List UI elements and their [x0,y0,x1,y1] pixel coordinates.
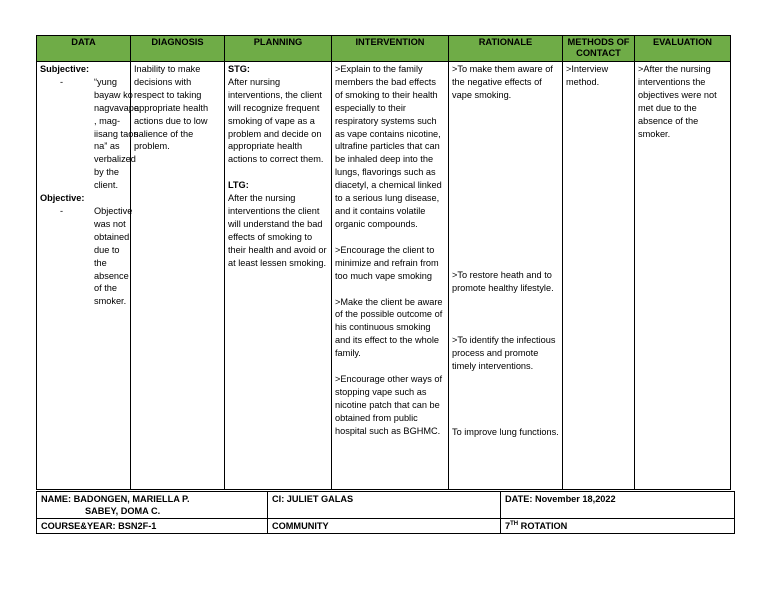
rotation-suffix: TH [510,520,519,527]
data-cell [37,62,139,490]
stg-text: After nursing interventions, the client will recognize frequent smoking of vape as a problem and decide on appropriate health actions to correct them. [228,76,324,165]
header-methods-of-contact: METHODS OF CONTACT [563,36,635,62]
header-rationale: RATIONALE [449,36,563,62]
ltg-label: LTG: [228,180,249,191]
footer-table [36,491,735,534]
planning-cell [225,62,332,490]
area-cell: COMMUNITY [268,519,501,534]
rationale-item: >To make them aware of the negative effects of vape smoking. [452,64,553,100]
footer-row-1 [37,492,735,519]
course-year-cell: COURSE&YEAR: BSN2F-1 [37,519,268,534]
header-planning: PLANNING [225,36,332,62]
header-row [37,36,731,62]
ltg-text: After the nursing interventions the client will understand the bad effects of smoking to their health and avoid or at least lessen smoking. [228,193,327,268]
intervention-item: >Explain to the family members the bad effects of smoking to their health especially to their respiratory systems such as vape contains nicotine, ultrafine particles that can be inhaled deep into the lungs, flavorings such as diacetyl, a chemical linked to a serious lung disease, and it contains volatile organic compounds. [335,64,442,229]
methods-text: >Interview method. [566,64,609,87]
rationale-item: >To restore heath and to promote healthy lifestyle. [452,270,554,293]
subjective-entry [40,76,139,192]
header-data: DATA [37,36,131,62]
clinical-instructor: CI: JULIET GALAS [268,492,501,519]
rationale-item: To improve lung functions. [452,427,559,437]
header-diagnosis: DIAGNOSIS [131,36,225,62]
stg-label: STG: [228,64,250,74]
nursing-care-plan-table [36,35,731,490]
intervention-item: >Encourage other ways of stopping vape such as nicotine patch that can be obtained from public hospital such as BGHMC. [335,374,442,436]
care-plan-row [37,62,731,490]
subjective-text: “yung bayaw ko nagvavape , mag-iisang taon na” as verbalized by the client. [94,76,139,191]
rationale-item: >To identify the infectious process and promote timely interventions. [452,335,556,371]
intervention-cell [332,62,449,490]
objective-entry [40,205,133,308]
intervention-item: >Make the client be aware of the possible outcome of his continuous smoking and its effect to the whole family. [335,296,443,359]
diagnosis-cell [131,62,225,490]
objective-text: Objective was not obtained due to the absence of the smoker. [94,205,133,307]
objective-dash: - [60,205,64,216]
subjective-label: Subjective: [40,64,90,74]
footer-row-2 [37,519,735,534]
header-intervention: INTERVENTION [332,36,449,62]
objective-label: Objective: [40,193,85,204]
student-name-1: NAME: BADONGEN, MARIELLA P. [41,494,190,504]
rotation-number: 7 [505,521,511,531]
subjective-dash: - [60,76,64,87]
intervention-item: >Encourage the client to minimize and refrain from too much vape smoking [335,244,439,281]
evaluation-text: >After the nursing interventions the objectives were not met due to the absence of the smoker. [638,64,717,139]
student-names-cell [37,492,268,519]
rotation-cell [501,519,735,534]
evaluation-cell [635,62,731,490]
header-evaluation: EVALUATION [635,36,731,62]
student-name-2: SABEY, DOMA C. [85,506,161,516]
date-cell: DATE: November 18,2022 [501,492,735,519]
rotation-label: ROTATION [518,521,568,531]
diagnosis-text: Inability to make decisions with respect to taking appropriate health actions due to low salience of the problem. [134,64,209,152]
methods-cell [563,62,635,490]
rationale-cell [449,62,563,490]
